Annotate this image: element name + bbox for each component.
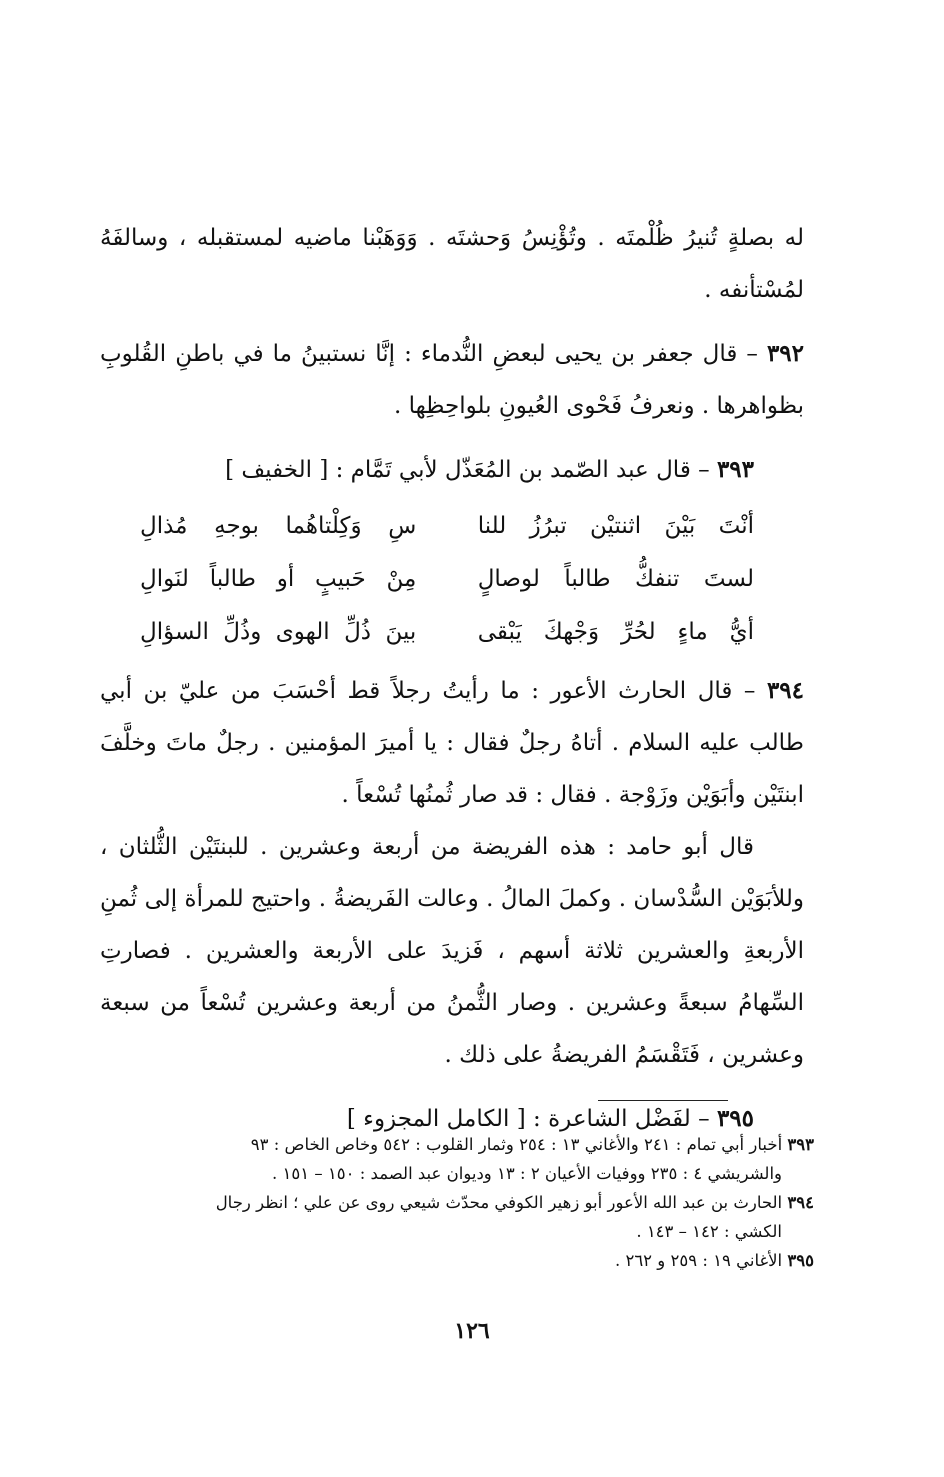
footnote-text-continued: الكشي : ١٤٢ – ١٤٣ .: [636, 1222, 782, 1241]
commentary-paragraph: قال أبو حامد : هذه الفريضة من أربعة وعشرين . للبنتَيْن الثُّلثان ، وللأبَوَيْن السُّدْسان . وكملَ المالُ . وعالت الفَريضةُ . واحتيج للمرأة إلى ثُمنِ الأربعةِ والعشرين ثلاثة أسهم ، فَزيدَ على الأربعة والعشرين . فصارتِ السِّهامُ سبعةً وعشرين . وصار الثُّمنُ من أربعة وعشرين تُسْعاً من سبعة وعشرين ، فَتَقْسَمُ الفريضةُ على ذلك .: [100, 834, 804, 1068]
footnote-text: الحارث بن عبد الله الأعور أبو زهير الكوفي محدّث شيعي روى عن علي ؛ انظر رجال: [215, 1193, 783, 1212]
footnote-394: [100, 1188, 814, 1217]
entry-number: ٣٩٢: [766, 340, 804, 367]
entry-heading-text: – قال عبد الصّمد بن المُعَذّل لأبي تَمَّام : [ الخفيف ]: [225, 457, 710, 483]
entry-heading-text: – لفَضْل الشاعرة : [ الكامل المجزوء ]: [346, 1106, 710, 1132]
entry-text: – قال الحارث الأعور : ما رأيتُ رجلاً قط أحْسَبَ من عليّ بن أبي طالب عليه السلام . أتاهُ رجلٌ فقال : يا أميرَ المؤمنين . رجلٌ ماتَ وخلَّفَ ابنتَيْن وأبَوَيْن وزَوْجة . فقال : قد صار ثُمنُها تُسْعاً .: [100, 678, 804, 808]
entry-number: ٣٩٣: [716, 456, 754, 483]
hemistich-right: لستَ تنفكُّ طالباً لوصالٍ: [477, 566, 754, 592]
hemistich-right: أيُّ ماءٍ لحُرِّ وَجْهكَ يَبْقى: [477, 619, 754, 645]
footnote-395: [100, 1246, 814, 1275]
footnote-number: ٣٩٣: [787, 1135, 814, 1154]
footnotes: [100, 1130, 814, 1275]
page-number: ١٢٦: [454, 1318, 490, 1344]
hemistich-left: بينَ ذُلِّ الهوى وذُلِّ السؤالِ: [140, 619, 417, 645]
hemistich-left: سِ وَكِلْتاهُما بوجهِ مُذالِ: [140, 513, 417, 539]
main-text: [100, 212, 804, 1145]
poem: [100, 500, 804, 659]
footnote-separator: [598, 1100, 728, 1101]
footnote-text: أخبار أبي تمام : ٢٤١ والأغاني ١٣ : ٢٥٤ وثمار القلوب : ٥٤٢ وخاص الخاص : ٩٣: [250, 1135, 783, 1154]
entry-number: ٣٩٥: [716, 1105, 754, 1132]
footnote-text-continued: والشريشي ٤ : ٢٣٥ ووفيات الأعيان ٢ : ١٣ وديوان عبد الصمد : ١٥٠ – ١٥١ .: [272, 1164, 782, 1183]
footnote-number: ٣٩٤: [787, 1193, 814, 1212]
entry-393-heading: [100, 444, 804, 496]
entry-394: [100, 665, 804, 821]
entry-text: – قال جعفر بن يحيى لبعضِ النُّدماء : إنَّا نستبينُ ما في باطنِ القُلوبِ بظواهرها . ونعرفُ فَحْوى العُيونِ بلواحِظِها .: [100, 341, 804, 419]
footnote-number: ٣٩٥: [787, 1251, 814, 1270]
entry-number: ٣٩٤: [766, 677, 805, 704]
verse-line: [100, 606, 804, 659]
hemistich-left: مِنْ حَبيبٍ أو طالباً لنَوالِ: [140, 566, 417, 592]
footnote-393: [100, 1130, 814, 1159]
footnote-text: الأغاني ١٩ : ٢٥٩ و ٢٦٢ .: [614, 1251, 783, 1270]
hemistich-right: أنْتَ بَيْنَ اثنتيْن تبرُزُ للنا: [477, 513, 754, 539]
verse-line: [100, 500, 804, 553]
entry-392: [100, 328, 804, 432]
verse-line: [100, 553, 804, 606]
continuation-paragraph: له بصلةٍ تُنيرُ ظُلْمتَه . وتُؤْنِسُ وَحشتَه . وَوَهَبْنا ماضيه لمستقبله ، وسالفَهُ لمُسْتأنفه .: [100, 225, 804, 303]
